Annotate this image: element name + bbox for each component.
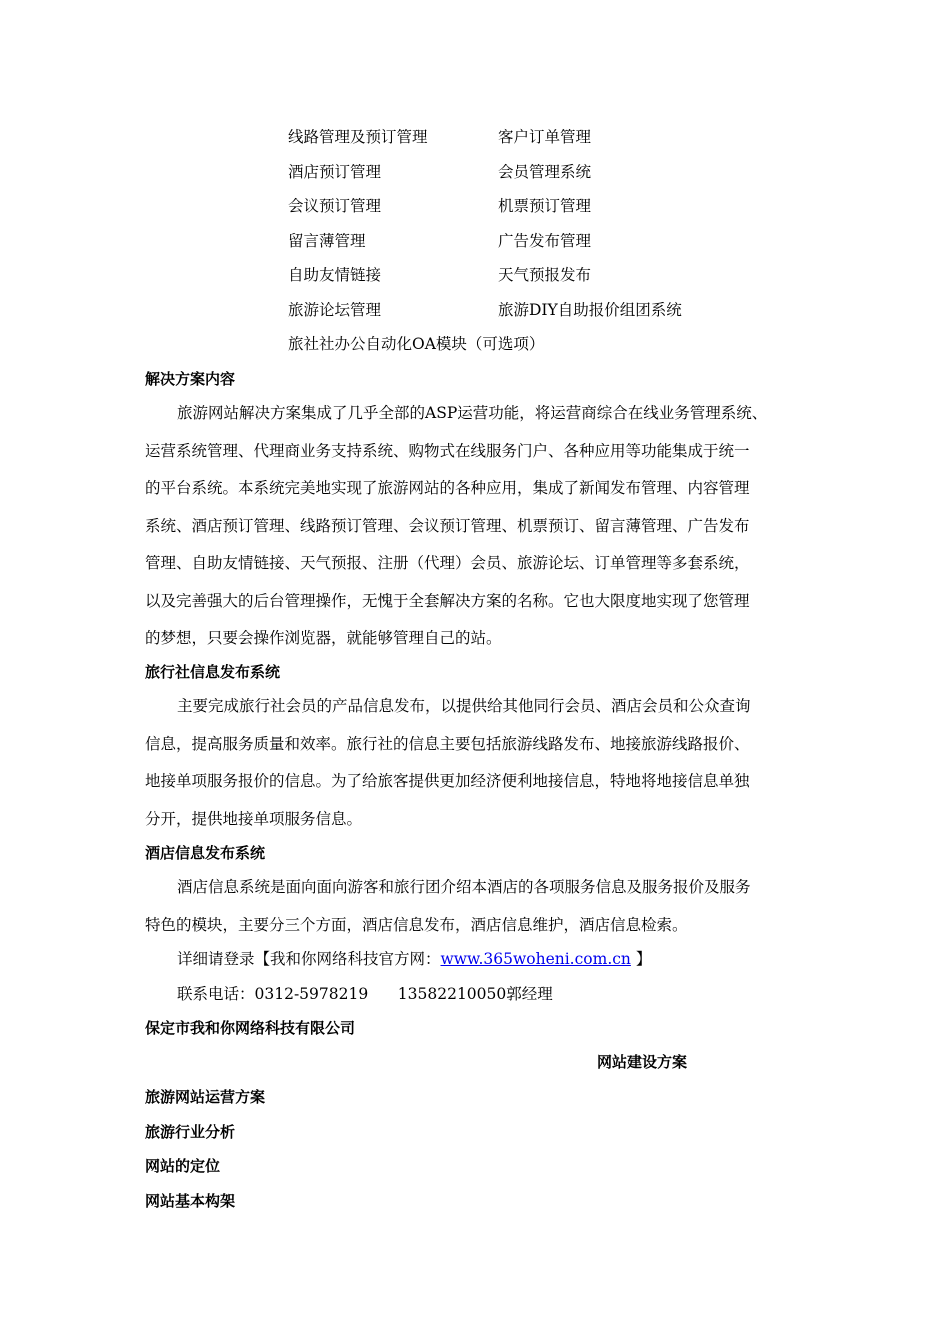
paragraph-line: 旅游网站解决方案集成了几乎全部的ASP运营功能，将运营商综合在线业务管理系统、 (177, 404, 768, 422)
paragraph-line: 酒店信息系统是面向面向游客和旅行团介绍本酒店的各项服务信息及服务报价及服务 (177, 878, 751, 896)
module-item: 广告发布管理 (498, 232, 592, 250)
toc-item: 旅游网站运营方案 (145, 1088, 266, 1106)
paragraph-line: 以及完善强大的后台管理操作，无愧于全套解决方案的名称。它也大限度地实现了您管理 (145, 591, 750, 610)
paragraph-solution (145, 395, 815, 658)
module-item: 旅社社办公自动化OA模块（可选项） (288, 335, 545, 353)
module-item: 旅游DIY自助报价组团系统 (498, 301, 682, 319)
plan-title: 网站建设方案 (597, 1053, 688, 1071)
website-line (177, 947, 651, 971)
paragraph-hotel (145, 869, 815, 944)
login-prefix: 详细请登录【我和你网络科技官方网： (177, 950, 441, 968)
module-item: 自助友情链接 (288, 266, 382, 284)
toc-item: 网站的定位 (145, 1157, 221, 1175)
paragraph-agency (145, 688, 815, 838)
module-item: 天气预报发布 (498, 266, 592, 284)
login-suffix: 】 (630, 950, 652, 968)
toc-item: 网站基本构架 (145, 1192, 236, 1210)
paragraph-line: 系统、酒店预订管理、线路预订管理、会议预订管理、机票预订、留言薄管理、广告发布 (145, 516, 750, 535)
paragraph-line: 运营系统管理、代理商业务支持系统、购物式在线服务门户、各种应用等功能集成于统一 (145, 441, 750, 460)
module-item: 会员管理系统 (498, 163, 592, 181)
paragraph-line: 信息，提高服务质量和效率。旅行社的信息主要包括旅游线路发布、地接旅游线路报价、 (145, 734, 750, 753)
paragraph-line: 管理、自助友情链接、天气预报、注册（代理）会员、旅游论坛、订单管理等多套系统， (145, 554, 750, 572)
phone-line: 联系电话：0312-5978219 13582210050郭经理 (177, 985, 553, 1003)
module-item: 旅游论坛管理 (288, 301, 382, 319)
paragraph-line: 的梦想，只要会操作浏览器，就能够管理自己的站。 (145, 629, 502, 647)
section-heading-hotel: 酒店信息发布系统 (145, 844, 266, 862)
toc-item: 旅游行业分析 (145, 1123, 236, 1141)
paragraph-line: 的平台系统。本系统完美地实现了旅游网站的各种应用，集成了新闻发布管理、内容管理 (145, 479, 750, 497)
paragraph-line: 主要完成旅行社会员的产品信息发布，以提供给其他同行会员、酒店会员和公众查询 (177, 697, 751, 715)
section-heading-solution: 解决方案内容 (145, 370, 236, 388)
paragraph-line: 特色的模块，主要分三个方面，酒店信息发布，酒店信息维护，酒店信息检索。 (145, 915, 688, 934)
company-name: 保定市我和你网络科技有限公司 (145, 1019, 356, 1037)
module-item: 客户订单管理 (498, 128, 592, 146)
paragraph-line: 地接单项服务报价的信息。为了给旅客提供更加经济便利地接信息，特地将地接信息单独 (145, 772, 750, 790)
section-heading-agency: 旅行社信息发布系统 (145, 663, 281, 681)
module-item: 机票预订管理 (498, 197, 592, 215)
paragraph-line: 分开，提供地接单项服务信息。 (145, 809, 363, 828)
module-item: 留言薄管理 (288, 232, 366, 250)
official-site-link[interactable]: www.365woheni.com.cn (440, 950, 631, 968)
module-item: 线路管理及预订管理 (288, 128, 428, 146)
module-item: 酒店预订管理 (288, 163, 382, 181)
module-item: 会议预订管理 (288, 197, 382, 215)
